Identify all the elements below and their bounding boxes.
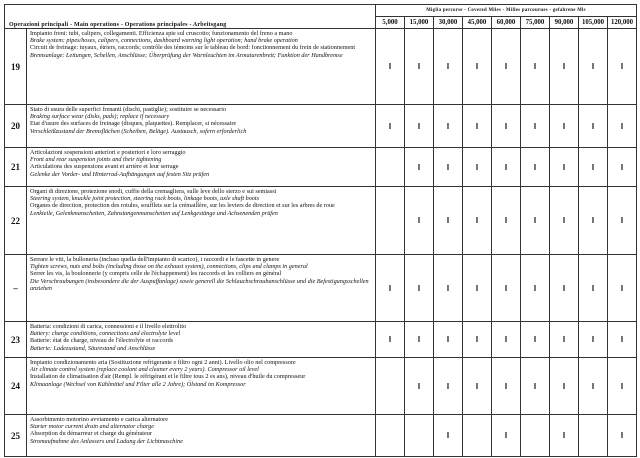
inspect-mark: I [591, 62, 595, 71]
interval-cell [550, 105, 579, 148]
interval-cell [434, 415, 463, 457]
interval-cell [521, 187, 550, 255]
interval-cell [579, 322, 608, 358]
interval-header: 30,000 [434, 17, 463, 29]
interval-header: 105,000 [579, 17, 608, 29]
inspect-mark: I [620, 431, 624, 440]
operation-description [27, 358, 376, 415]
inspect-mark: I [504, 62, 508, 71]
interval-cell [608, 148, 637, 187]
inspect-mark: I [562, 62, 566, 71]
description-de: Stromaufnahme des Anlassers und Ladung der Lichtmaschine [30, 437, 183, 445]
inspect-mark: I [446, 431, 450, 440]
interval-cell [405, 187, 434, 255]
inspect-mark: I [591, 283, 595, 293]
description-de: Bremsanlage: Leitungen, Schellen, Anschlüsse; Überprüfung der Warnleuchten im Armaturenbrett; Funktion der Handbremse [30, 51, 343, 59]
operation-row [5, 415, 637, 457]
interval-cell [608, 187, 637, 255]
interval-cell [463, 148, 492, 187]
interval-cell [463, 29, 492, 105]
operation-number: 22 [5, 187, 27, 255]
interval-cell [434, 358, 463, 415]
description-it: Serrare le viti, la bulloneria (incluso quella dell'impianto di scarico), i raccordi e le fascette in genere [30, 256, 280, 263]
operation-number: 20 [5, 105, 27, 148]
inspect-mark: I [417, 381, 421, 391]
operation-row [5, 105, 637, 148]
interval-cell [463, 105, 492, 148]
operation-number: 24 [5, 358, 27, 415]
inspect-mark: I [446, 381, 450, 391]
inspect-mark: I [591, 162, 595, 172]
interval-cell [463, 415, 492, 457]
operation-description [27, 105, 376, 148]
interval-cell [463, 255, 492, 322]
operation-row [5, 358, 637, 415]
inspect-mark: I [475, 62, 479, 71]
inspect-mark: I [591, 335, 595, 344]
inspect-mark: I [562, 381, 566, 391]
interval-cell [579, 148, 608, 187]
inspect-mark: I [504, 216, 508, 225]
interval-cell [405, 322, 434, 358]
interval-header: 15,000 [405, 17, 434, 29]
interval-cell [550, 29, 579, 105]
operation-description [27, 415, 376, 457]
description-en: Starter motor current drain and alternator charge [30, 423, 154, 431]
inspect-mark: I [620, 162, 624, 172]
inspect-mark: I [533, 283, 537, 293]
interval-cell [405, 148, 434, 187]
inspect-mark: I [475, 121, 479, 131]
inspect-mark: I [591, 381, 595, 391]
interval-cell [463, 358, 492, 415]
operation-row [5, 148, 637, 187]
description-it: Organi di direzione, protezione snodi, cuffie della cremagliera, sulle leve dello sterzo e sui semiassi [30, 188, 277, 195]
maintenance-schedule-page [4, 4, 636, 450]
interval-cell [463, 187, 492, 255]
operation-description [27, 148, 376, 187]
inspect-mark: I [533, 216, 537, 225]
inspect-mark: I [504, 335, 508, 344]
interval-cell [579, 415, 608, 457]
description-it: Articolazioni sospensioni anteriori e posteriori e loro serraggio [30, 149, 186, 156]
interval-header: 75,000 [521, 17, 550, 29]
inspect-mark: I [562, 216, 566, 225]
inspect-mark: I [475, 283, 479, 293]
inspect-mark: I [533, 121, 537, 131]
operation-row [5, 29, 637, 105]
inspect-mark: I [417, 121, 421, 131]
interval-header: 120,000 [608, 17, 637, 29]
interval-cell [521, 415, 550, 457]
inspect-mark: I [446, 216, 450, 225]
inspect-mark: I [388, 335, 392, 344]
inspect-mark: I [562, 335, 566, 344]
interval-cell [521, 148, 550, 187]
interval-cell [492, 187, 521, 255]
interval-cell [608, 105, 637, 148]
interval-cell [608, 255, 637, 322]
description-en: Battery: charge conditions, connections and electrolyte level [30, 330, 181, 338]
description-fr: Circuit de freinage: tuyaux, étriers, raccords; contrôle des témoins sur le tableau de bord: fonctionnement du frein de stationnement [30, 44, 356, 52]
miles-header: Miglia percorse - Covered Miles - Milles parcourues - gefahrene Mls [376, 5, 637, 17]
inspect-mark: I [562, 283, 566, 293]
interval-cell [579, 255, 608, 322]
inspect-mark: I [388, 283, 392, 293]
inspect-mark: I [562, 121, 566, 131]
interval-cell [550, 255, 579, 322]
inspect-mark: I [417, 62, 421, 71]
inspect-mark: I [446, 62, 450, 71]
inspect-mark: I [475, 335, 479, 344]
interval-cell [608, 415, 637, 457]
inspect-mark: I [504, 162, 508, 172]
interval-cell [376, 358, 405, 415]
interval-cell [434, 322, 463, 358]
interval-cell [405, 255, 434, 322]
interval-cell [376, 105, 405, 148]
interval-cell [579, 105, 608, 148]
inspect-mark: I [417, 216, 421, 225]
interval-cell [376, 322, 405, 358]
interval-cell [376, 29, 405, 105]
description-fr: Installation de climatisation d'air (Rempl. le réfrigérant et le filtre tous 2 es ans), niveau d'huile du compresseur [30, 373, 306, 381]
interval-cell [463, 322, 492, 358]
operation-number: 23 [5, 322, 27, 358]
interval-cell [608, 29, 637, 105]
description-it: Batteria: condizioni di carica, connessioni e il livello elettrolito [30, 323, 187, 330]
inspect-mark: I [504, 283, 508, 293]
interval-cell [521, 29, 550, 105]
interval-cell [492, 29, 521, 105]
interval-cell [434, 105, 463, 148]
operation-number: – [5, 255, 27, 322]
interval-cell [405, 415, 434, 457]
inspect-mark: I [446, 283, 450, 293]
inspect-mark: I [591, 216, 595, 225]
interval-header: 45,000 [463, 17, 492, 29]
operation-description [27, 187, 376, 255]
description-de: Die Verschraubungen (insbesondere die der Auspuffanlage) sowie generell die Schlauchschraubanschlüsse und die Befestigungsschellen anziehen [30, 277, 369, 292]
description-de: Verschleißzustand der Bremsflächen (Scheiben, Beläge). Austausch, sofern erforderlich [30, 127, 247, 135]
description-en: Front and rear suspension joints and their tightening [30, 156, 162, 164]
description-en: Steering system, knuckle joint protection, steering rack boots, linkage boots, axle shaft boots [30, 195, 260, 203]
inspect-mark: I [504, 381, 508, 391]
inspect-mark: I [446, 335, 450, 344]
operation-description [27, 29, 376, 105]
inspect-mark: I [417, 335, 421, 344]
interval-cell [579, 187, 608, 255]
interval-cell [550, 187, 579, 255]
inspect-mark: I [591, 121, 595, 131]
inspect-mark: I [446, 121, 450, 131]
interval-cell [550, 358, 579, 415]
inspect-mark: I [620, 62, 624, 71]
description-en: Tighten screws, nuts and bolts (including those on the exhaust system), connections, clips and clamps in general [30, 263, 308, 271]
inspect-mark: I [504, 121, 508, 131]
interval-cell [492, 358, 521, 415]
interval-cell [492, 255, 521, 322]
interval-header: 60,000 [492, 17, 521, 29]
operation-row [5, 187, 637, 255]
interval-cell [434, 29, 463, 105]
interval-header: 5,000 [376, 17, 405, 29]
inspect-mark: I [620, 381, 624, 391]
inspect-mark: I [417, 283, 421, 293]
inspect-mark: I [533, 381, 537, 391]
interval-cell [579, 358, 608, 415]
description-fr: Absorption du démarreur et charge du générateur [30, 430, 152, 438]
interval-cell [521, 322, 550, 358]
interval-cell [608, 358, 637, 415]
interval-cell [405, 29, 434, 105]
inspect-mark: I [475, 162, 479, 172]
description-en: Braking surface wear (disks, pads); replace if necessary [30, 113, 170, 121]
interval-cell [376, 255, 405, 322]
inspect-mark: I [620, 216, 624, 225]
inspect-mark: I [417, 162, 421, 172]
description-fr: Articulations des suspensions avant et arrière et leur serrage [30, 163, 179, 171]
interval-cell [434, 187, 463, 255]
operation-number: 25 [5, 415, 27, 457]
inspect-mark: I [388, 62, 392, 71]
interval-cell [521, 255, 550, 322]
operation-number: 19 [5, 29, 27, 105]
description-it: Stato di usura delle superfici frenanti (dischi, pastiglie); sostituire se necessario [30, 106, 227, 113]
description-de: Lenkteile, Gelenkmanschetten, Zahnstangenmanschetten auf Lenkgestänge und Achsenenden prüfen [30, 209, 278, 217]
description-en: Air climate control system (replace coolant and cleaner every 2 years). Compressor oil level [30, 366, 259, 374]
operation-description [27, 322, 376, 358]
inspect-mark: I [620, 283, 624, 293]
interval-cell [550, 415, 579, 457]
interval-cell [550, 148, 579, 187]
interval-cell [608, 322, 637, 358]
description-fr: Organes de direction, protection des rotules, soufflets sur la crémaillère, sur les leviers de direction et sur les arbres de roue [30, 202, 335, 210]
operation-description [27, 255, 376, 322]
interval-cell [492, 322, 521, 358]
inspect-mark: I [562, 162, 566, 172]
operations-body [5, 29, 637, 457]
interval-cell [492, 105, 521, 148]
maintenance-schedule-table [4, 4, 637, 457]
interval-cell [521, 105, 550, 148]
interval-cell [550, 322, 579, 358]
inspect-mark: I [620, 335, 624, 344]
interval-cell [492, 148, 521, 187]
description-fr: Etat d'usure des surfaces de freinage (disques, plaquettes). Remplacer, si nécessaire [30, 120, 237, 128]
interval-cell [376, 148, 405, 187]
interval-header: 90,000 [550, 17, 579, 29]
inspect-mark: I [504, 431, 508, 440]
operation-row [5, 322, 637, 358]
description-fr: Batterie: état de charge, niveau de l'électrolyte et raccords [30, 337, 174, 345]
interval-cell [376, 187, 405, 255]
description-fr: Serrer les vis, la boulonnerie (y compris celle de l'échappement) les raccords et les colliers en général [30, 270, 282, 278]
interval-cell [492, 415, 521, 457]
inspect-mark: I [562, 431, 566, 440]
inspect-mark: I [533, 335, 537, 344]
inspect-mark: I [446, 162, 450, 172]
description-it: Impianto freni: tubi, calipers, collegamenti. Efficienza spie sul cruscotto; funzionamento del freno a mano [30, 30, 293, 37]
interval-cell [521, 358, 550, 415]
inspect-mark: I [475, 216, 479, 225]
interval-cell [579, 29, 608, 105]
description-de: Batterie: Ladezustand, Säurestand und Anschlüsse [30, 344, 156, 352]
inspect-mark: I [533, 62, 537, 71]
operation-number: 21 [5, 148, 27, 187]
interval-cell [376, 415, 405, 457]
inspect-mark: I [533, 162, 537, 172]
interval-cell [434, 148, 463, 187]
inspect-mark: I [475, 381, 479, 391]
interval-cell [405, 105, 434, 148]
operations-header: Operazioni principali - Main operations - Operations principales - Arbeitsgang [5, 5, 376, 29]
interval-cell [434, 255, 463, 322]
inspect-mark: I [388, 121, 392, 131]
description-de: Gelenke der Vorder- und Hinterrad-Aufhängungen auf festen Sitz prüfen [30, 170, 210, 178]
description-de: Klimaanlage (Wechsel von Kühlmittel und Filter alle 2 Jahre); Ölstand im Kompressor [30, 380, 246, 388]
description-it: Assorbimento motorino avviamento e carica alternatore [30, 416, 168, 423]
interval-cell [405, 358, 434, 415]
description-en: Brake system: pipes/hoses, calipers, connections, dashboard warning light operation; hand brake operation [30, 37, 298, 45]
inspect-mark: I [620, 121, 624, 131]
operation-row [5, 255, 637, 322]
description-it: Impianto condizionamento aria (Sostituzione refrigerante e filtro ogni 2 anni). Livello olio nel compressore [30, 359, 296, 366]
